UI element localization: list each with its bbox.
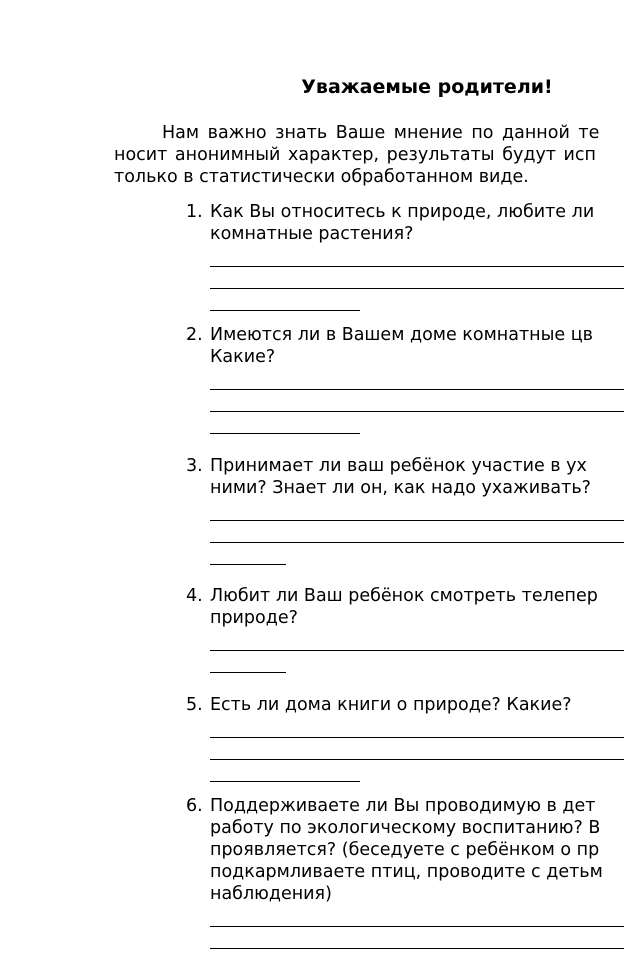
- answer-line[interactable]: [210, 949, 624, 970]
- question-5: [186, 694, 624, 782]
- answer-line[interactable]: [210, 289, 360, 311]
- question-text: Принимает ли ваш ребёнок участие в ух: [210, 456, 587, 476]
- answer-line[interactable]: [210, 629, 624, 651]
- question-text: подкармливаете птиц, проводите с детьм: [210, 862, 603, 882]
- answer-line[interactable]: [210, 651, 286, 673]
- answer-line[interactable]: [210, 245, 624, 267]
- question-text: Поддерживаете ли Вы проводимую в дет: [210, 796, 596, 816]
- answer-line[interactable]: [210, 543, 286, 565]
- question-4: [186, 585, 624, 673]
- answer-line[interactable]: [210, 390, 624, 412]
- question-1: [186, 201, 624, 311]
- question-number: 5.: [186, 695, 203, 715]
- question-text: наблюдения): [210, 884, 332, 904]
- answer-line[interactable]: [210, 905, 624, 927]
- question-number: 1.: [186, 202, 203, 222]
- answer-line[interactable]: [210, 738, 624, 760]
- question-3: [186, 455, 624, 565]
- question-text: комнатные растения?: [210, 224, 414, 244]
- answer-line[interactable]: [210, 368, 624, 390]
- question-number: 3.: [186, 456, 203, 476]
- answer-line[interactable]: [210, 412, 360, 434]
- answer-line[interactable]: [210, 716, 624, 738]
- answer-line[interactable]: [210, 521, 624, 543]
- question-number: 4.: [186, 586, 203, 606]
- question-6: [186, 795, 624, 970]
- question-text: проявляется? (беседуете с ребёнком о пр: [210, 840, 600, 860]
- answer-line[interactable]: [210, 760, 360, 782]
- intro-line: носит анонимный характер, результаты будут исп: [114, 145, 596, 165]
- page-title: Уважаемые родители!: [301, 76, 553, 98]
- question-text: Как Вы относитесь к природе, любите ли: [210, 202, 595, 222]
- question-text: природе?: [210, 608, 298, 628]
- question-text: Любит ли Ваш ребёнок смотреть телепер: [210, 586, 598, 606]
- question-text: ними? Знает ли он, как надо ухаживать?: [210, 478, 591, 498]
- question-text: Какие?: [210, 347, 276, 367]
- question-text: Есть ли дома книги о природе? Какие?: [210, 695, 572, 715]
- answer-line[interactable]: [210, 267, 624, 289]
- question-2: [186, 324, 624, 434]
- question-text: работу по экологическому воспитанию? В: [210, 818, 601, 838]
- intro-line: только в статистически обработанном виде.: [114, 167, 529, 187]
- answer-line[interactable]: [210, 927, 624, 949]
- question-number: 6.: [186, 796, 203, 816]
- answer-line[interactable]: [210, 499, 624, 521]
- question-number: 2.: [186, 325, 203, 345]
- question-text: Имеются ли в Вашем доме комнатные цв: [210, 325, 593, 345]
- intro-line: Нам важно знать Ваше мнение по данной те: [162, 123, 600, 143]
- intro-paragraph: [114, 122, 624, 188]
